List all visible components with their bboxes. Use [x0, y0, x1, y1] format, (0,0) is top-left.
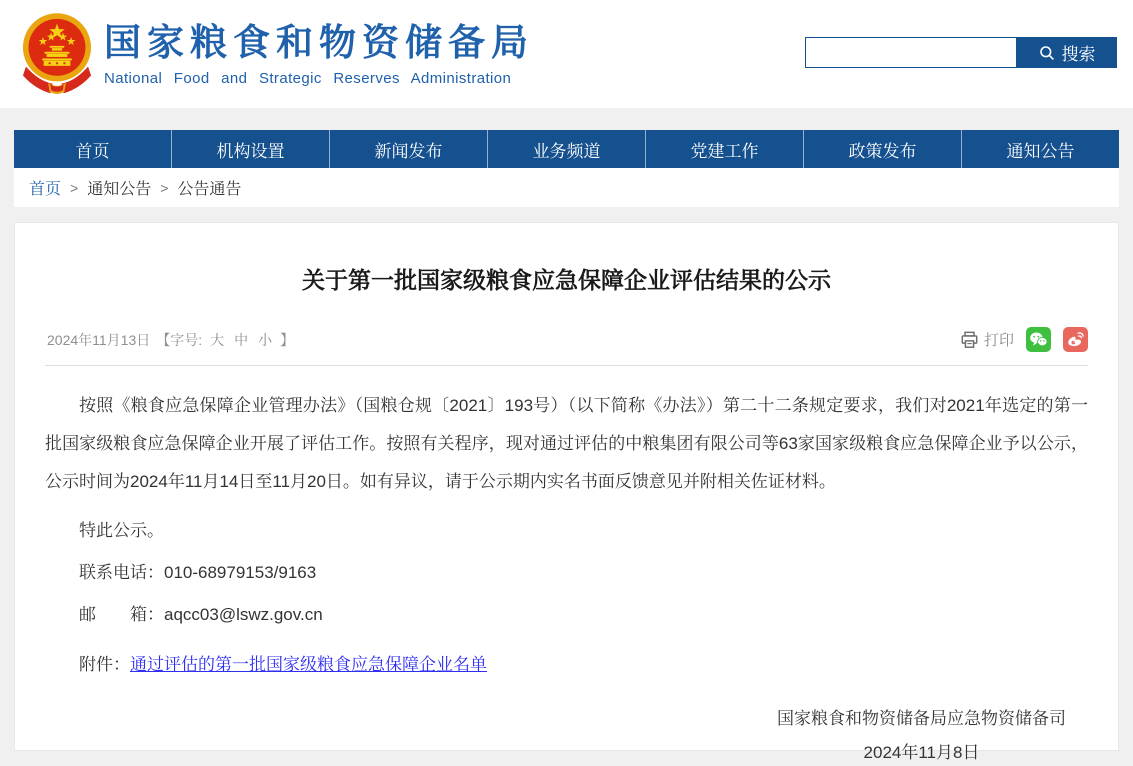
contact-email-label: 邮 箱：	[79, 605, 164, 624]
weibo-share-button[interactable]	[1063, 327, 1088, 352]
print-button[interactable]	[960, 329, 1014, 350]
nav-item-orgs[interactable]: 机构设置	[172, 130, 330, 168]
attachment-line	[45, 650, 1088, 680]
breadcrumb-notices[interactable]: 通知公告	[87, 181, 152, 198]
site-logo	[20, 10, 534, 98]
contact-phone-line	[45, 558, 1088, 588]
search-button-label: 搜索	[1061, 45, 1096, 64]
wechat-icon	[1029, 331, 1048, 348]
page-title: 关于第一批国家级粮食应急保障企业评估结果的公示	[302, 267, 831, 293]
nav-item-notices[interactable]: 通知公告	[1006, 141, 1075, 161]
search-button[interactable]	[1017, 37, 1117, 68]
article-paragraph-2: 特此公示。	[79, 521, 164, 540]
signature-inner	[777, 702, 1066, 766]
site-title-zh: 国家粮食和物资储备局	[104, 22, 534, 63]
fontsize-large-button[interactable]: 大	[210, 331, 225, 348]
breadcrumb-home[interactable]: 首页	[29, 181, 62, 198]
article-meta-left	[45, 330, 294, 350]
search-icon	[1039, 45, 1055, 61]
nav-item-news[interactable]: 新闻发布	[330, 130, 488, 168]
article-meta-right	[960, 327, 1088, 352]
site-title-en: National Food and Strategic Reserves Administration	[104, 70, 512, 87]
nav-item-home[interactable]: 首页	[14, 130, 172, 168]
fontsize-medium-button[interactable]: 中	[234, 331, 249, 348]
contact-email-line	[45, 600, 1088, 630]
nav-item-business[interactable]: 业务频道	[488, 130, 646, 168]
fontsize-small-button[interactable]: 小	[258, 331, 273, 348]
search-bar	[805, 37, 1117, 68]
attachment-link[interactable]: 通过评估的第一批国家级粮食应急保障企业名单	[130, 655, 487, 674]
weibo-icon	[1066, 331, 1085, 348]
signature-department: 国家粮食和物资储备局应急物资储备司	[777, 709, 1066, 728]
attachment-label: 附件：	[79, 655, 130, 674]
nav-item-policy[interactable]: 政策发布	[804, 130, 962, 168]
breadcrumb-separator: >	[160, 179, 169, 196]
site-header	[0, 0, 1133, 108]
print-label: 打印	[983, 332, 1014, 349]
breadcrumb	[14, 168, 1119, 207]
nav-item-party[interactable]: 党建工作	[646, 130, 804, 168]
signature-block	[45, 702, 1088, 766]
print-icon	[960, 331, 979, 349]
article-container	[14, 222, 1119, 762]
site-titles	[104, 21, 534, 87]
article-paragraph-1: 按照《粮食应急保障企业管理办法》（国粮仓规〔2021〕193号）（以下简称《办法》）第二十二条规定要求，我们对2021年选定的第一批国家级粮食应急保障企业开展了评估工作。按照有关程序，现对通过评估的中粮集团有限公司等63家国家级粮食应急保障企业予以公示，公示时间为2024年11月14日至11月20日。如有异议，请于公示期内实名书面反馈意见并附相关佐证材料。	[45, 396, 1088, 491]
contact-email-value: aqcc03@lswz.gov.cn	[164, 605, 323, 624]
breadcrumb-announcements: 公告通告	[177, 181, 242, 198]
national-emblem-icon	[20, 10, 94, 98]
wechat-share-button[interactable]	[1026, 327, 1051, 352]
signature-date: 2024年11月8日	[863, 743, 980, 762]
contact-phone-value: 010-68979153/9163	[164, 563, 317, 582]
article-meta-row	[45, 327, 1088, 366]
main-nav	[14, 130, 1119, 168]
publish-date: 2024年11月13日	[47, 331, 151, 348]
breadcrumb-separator: >	[70, 179, 79, 196]
contact-phone-label: 联系电话：	[79, 563, 164, 582]
fontsize-suffix: 】	[280, 331, 295, 348]
search-input[interactable]	[805, 37, 1017, 68]
fontsize-prefix: 【字号:	[156, 331, 203, 348]
